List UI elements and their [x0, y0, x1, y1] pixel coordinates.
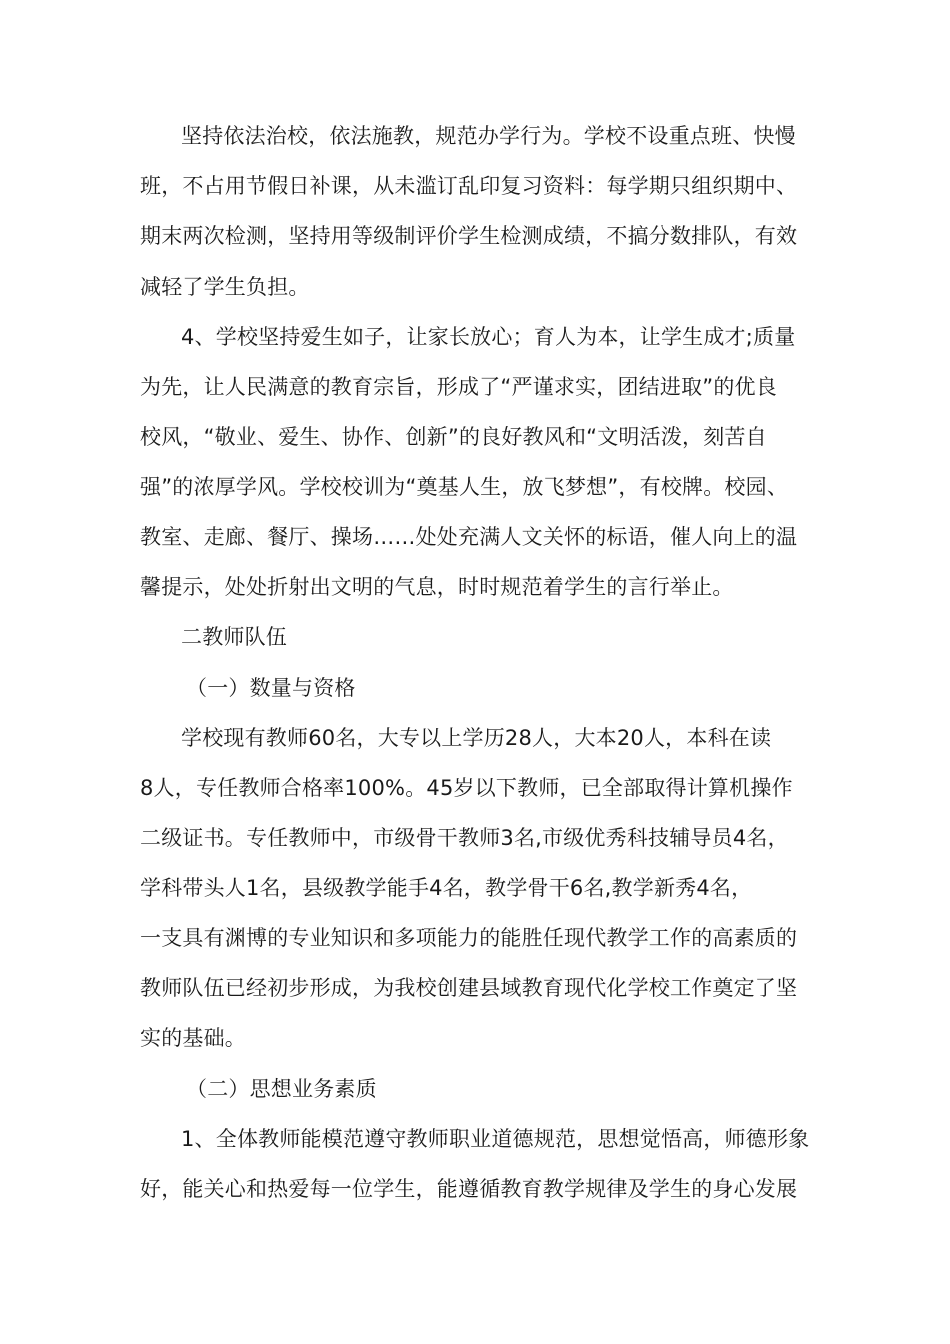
text-line: 实的基础。 [140, 1026, 246, 1050]
text-line: 校风，“敬业、爱生、协作、创新”的良好教风和“文明活泼，刻苦自 [140, 425, 767, 449]
text-line: 一支具有渊博的专业知识和多项能力的能胜任现代教学工作的高素质的 [140, 926, 798, 950]
subsection-heading: （一）数量与资格 [186, 676, 356, 700]
text-line: 1、全体教师能模范遵守教师职业道德规范，思想觉悟高，师德形象 [181, 1127, 810, 1151]
text-line: 学科带头人1名，县级教学能手4名，教学骨干6名,教学新秀4名， [140, 876, 753, 900]
text-line: 4、学校坚持爱生如子，让家长放心；育人为本，让学生成才;质量 [181, 325, 796, 349]
text-line: 期末两次检测，坚持用等级制评价学生检测成绩，不搞分数排队，有效 [140, 224, 798, 248]
text-line: 减轻了学生负担。 [140, 275, 310, 299]
text-line: 强”的浓厚学风。学校校训为“奠基人生，放飞梦想”，有校牌。校园、 [140, 475, 789, 499]
text-line: 馨提示，处处折射出文明的气息，时时规范着学生的言行举止。 [140, 575, 734, 599]
text-line: 二级证书。专任教师中，市级骨干教师3名,市级优秀科技辅导员4名， [140, 826, 789, 850]
text-line: 学校现有教师60名，大专以上学历28人，大本20人，本科在读 [181, 726, 772, 750]
text-line: 班，不占用节假日补课，从未滥订乱印复习资料：每学期只组织期中、 [140, 174, 798, 198]
section-heading: 二教师队伍 [181, 625, 287, 649]
text-line: 8人，专任教师合格率100%。45岁以下教师，已全部取得计算机操作 [140, 776, 793, 800]
text-line: 好，能关心和热爱每一位学生，能遵循教育教学规律及学生的身心发展 [140, 1177, 798, 1201]
text-line: 教师队伍已经初步形成，为我校创建县域教育现代化学校工作奠定了坚 [140, 976, 798, 1000]
text-line: 坚持依法治校，依法施教，规范办学行为。学校不设重点班、快慢 [181, 124, 796, 148]
subsection-heading: （二）思想业务素质 [186, 1077, 377, 1101]
text-line: 为先，让人民满意的教育宗旨，形成了“严谨求实，团结进取”的优良 [140, 375, 777, 399]
text-line: 教室、走廊、餐厅、操场……处处充满人文关怀的标语，催人向上的温 [140, 525, 798, 549]
